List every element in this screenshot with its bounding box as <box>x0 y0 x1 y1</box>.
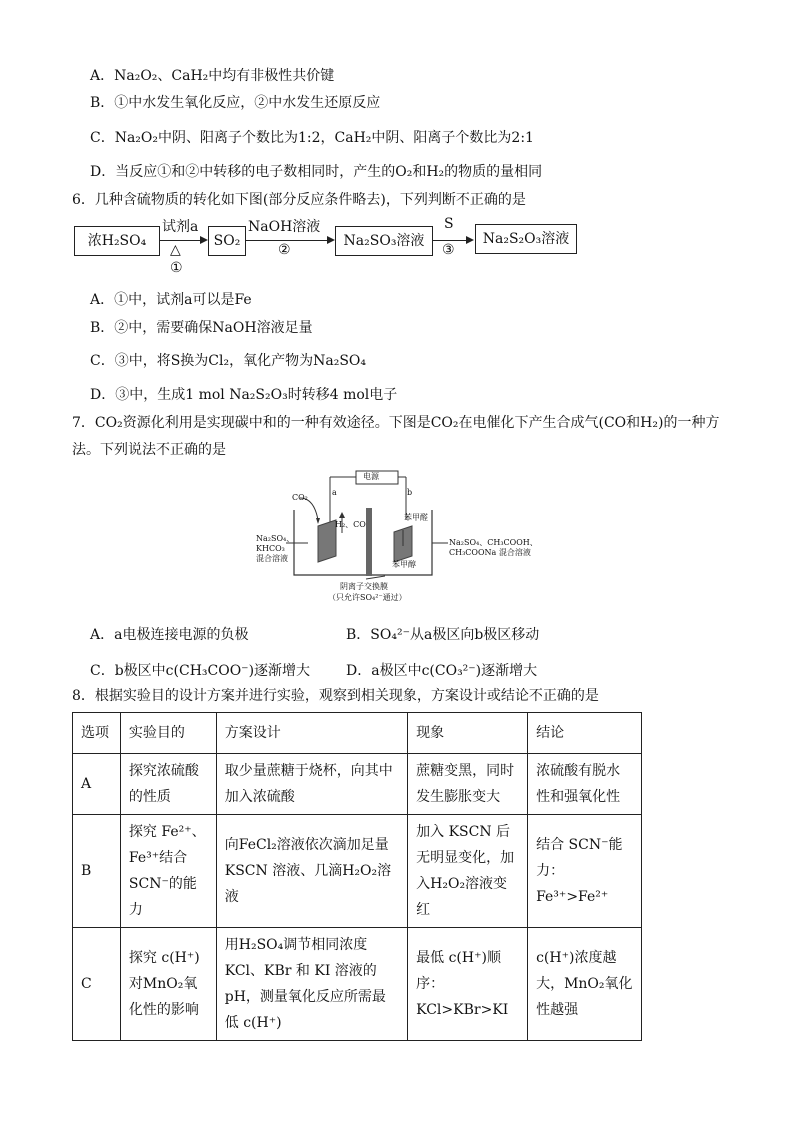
cell-left-solution-2: KHCO₃ <box>256 544 285 553</box>
q5-option-b: B．①中水发生氧化反应，②中水发生还原反应 <box>90 95 381 111</box>
q8-stem: 8．根据实验目的设计方案并进行实验，观察到相关现象，方案设计或结论不正确的是 <box>72 688 599 704</box>
flow-arrow3-top: S <box>444 216 454 232</box>
cell-power-label: 电源 <box>363 472 379 481</box>
cell-co2-label: CO₂ <box>292 493 308 502</box>
q5-option-a: A．Na₂O₂、CaH₂中均有非极性共价键 <box>90 68 335 84</box>
q6-option-c: C．③中，将S换为Cl₂，氧化产物为Na₂SO₄ <box>90 353 366 369</box>
table-cell: 浓硫酸有脱水性和强氧化性 <box>528 754 642 815</box>
cell-h2-co-label: H₂、CO <box>335 520 366 529</box>
table-cell: 结合 SCN⁻能力：Fe³⁺>Fe²⁺ <box>528 815 642 928</box>
cell-left-solution-1: Na₂SO₄、 <box>256 534 295 543</box>
cell-benzyl-alcohol-label: 苯甲醇 <box>392 560 416 569</box>
table-row <box>73 815 642 928</box>
cell-electrode-a-label: a <box>332 488 337 497</box>
table-header: 现象 <box>408 713 528 754</box>
flow-box-na2s2o3: Na₂S₂O₃溶液 <box>475 224 577 254</box>
table-header-row <box>73 713 642 754</box>
q5-option-c: C．Na₂O₂中阴、阳离子个数比为1:2，CaH₂中阴、阳离子个数比为2:1 <box>90 130 534 146</box>
q6-stem: 6．几种含硫物质的转化如下图(部分反应条件略去)，下列判断不正确的是 <box>72 192 526 208</box>
table-header: 选项 <box>73 713 121 754</box>
table-cell: C <box>73 928 121 1041</box>
flow-arrow2-bottom: ② <box>278 242 291 258</box>
q6-option-a: A．①中，试剂a可以是Fe <box>90 292 252 308</box>
q7-option-d: D．a极区中c(CO₃²⁻)逐渐增大 <box>346 663 538 679</box>
flow-arrow2-top: NaOH溶液 <box>248 219 321 235</box>
q7-option-c: C．b极区中c(CH₃COO⁻)逐渐增大 <box>90 663 311 679</box>
cell-membrane-label: 阴离子交换膜 <box>340 582 388 591</box>
cell-right-solution-1: Na₂SO₄、CH₃COOH、 <box>449 538 538 547</box>
table-cell: 蔗糖变黑，同时发生膨胀变大 <box>408 754 528 815</box>
flow-box-so2: SO₂ <box>208 226 246 256</box>
flow-box-na2so3: Na₂SO₃溶液 <box>335 226 433 256</box>
table-cell: B <box>73 815 121 928</box>
flow-box-h2so4: 浓H₂SO₄ <box>74 226 160 256</box>
cell-membrane-note: （只允许SO₄²⁻通过） <box>328 593 407 602</box>
table-cell: 加入 KSCN 后无明显变化，加入H₂O₂溶液变红 <box>408 815 528 928</box>
flow-arrow1-mid: △ <box>170 242 181 258</box>
table-cell: 探究浓硫酸的性质 <box>120 754 216 815</box>
table-row <box>73 928 642 1041</box>
cell-benzaldehyde-label: 苯甲醛 <box>404 513 428 522</box>
q6-option-b: B．②中，需要确保NaOH溶液足量 <box>90 320 313 336</box>
table-cell: 用H₂SO₄调节相同浓度KCl、KBr 和 KI 溶液的pH，测量氧化反应所需最低 c(H⁺) <box>216 928 407 1041</box>
table-header: 实验目的 <box>120 713 216 754</box>
table-cell: 最低 c(H⁺)顺序：KCl>KBr>KI <box>408 928 528 1041</box>
flow-arrow3-bottom: ③ <box>442 242 455 258</box>
table-cell: A <box>73 754 121 815</box>
table-cell: 探究 Fe²⁺、Fe³⁺结合SCN⁻的能力 <box>120 815 216 928</box>
flow-arrow1-bottom: ① <box>170 260 183 276</box>
electrolysis-cell-diagram <box>256 468 546 608</box>
cell-electrode-b-label: b <box>407 488 413 497</box>
q7-option-b: B．SO₄²⁻从a极区向b极区移动 <box>346 627 540 643</box>
table-cell: 向FeCl₂溶液依次滴加足量KSCN 溶液、几滴H₂O₂溶液 <box>216 815 407 928</box>
q6-option-d: D．③中，生成1 mol Na₂S₂O₃时转移4 mol电子 <box>90 387 398 403</box>
cell-left-solution-3: 混合溶液 <box>256 554 288 563</box>
table-cell: 探究 c(H⁺)对MnO₂氧化性的影响 <box>120 928 216 1041</box>
q7-option-a: A．a电极连接电源的负极 <box>90 627 249 643</box>
table-header: 方案设计 <box>216 713 407 754</box>
table-cell: 取少量蔗糖于烧杯，向其中加入浓硫酸 <box>216 754 407 815</box>
table-cell: c(H⁺)浓度越大，MnO₂氧化性越强 <box>528 928 642 1041</box>
table-row <box>73 754 642 815</box>
experiment-table <box>72 712 642 1041</box>
flow-arrow1-top: 试剂a <box>162 219 199 235</box>
q5-option-d: D．当反应①和②中转移的电子数相同时，产生的O₂和H₂的物质的量相同 <box>90 164 543 180</box>
cell-right-solution-2: CH₃COONa 混合溶液 <box>449 548 531 557</box>
table-header: 结论 <box>528 713 642 754</box>
sulfur-flow-diagram <box>70 216 590 276</box>
q7-stem-line1: 7．CO₂资源化利用是实现碳中和的一种有效途径。下图是CO₂在电催化下产生合成气(CO和H₂)的一种方 <box>72 415 720 431</box>
q7-stem-line2: 法。下列说法不正确的是 <box>72 442 226 458</box>
